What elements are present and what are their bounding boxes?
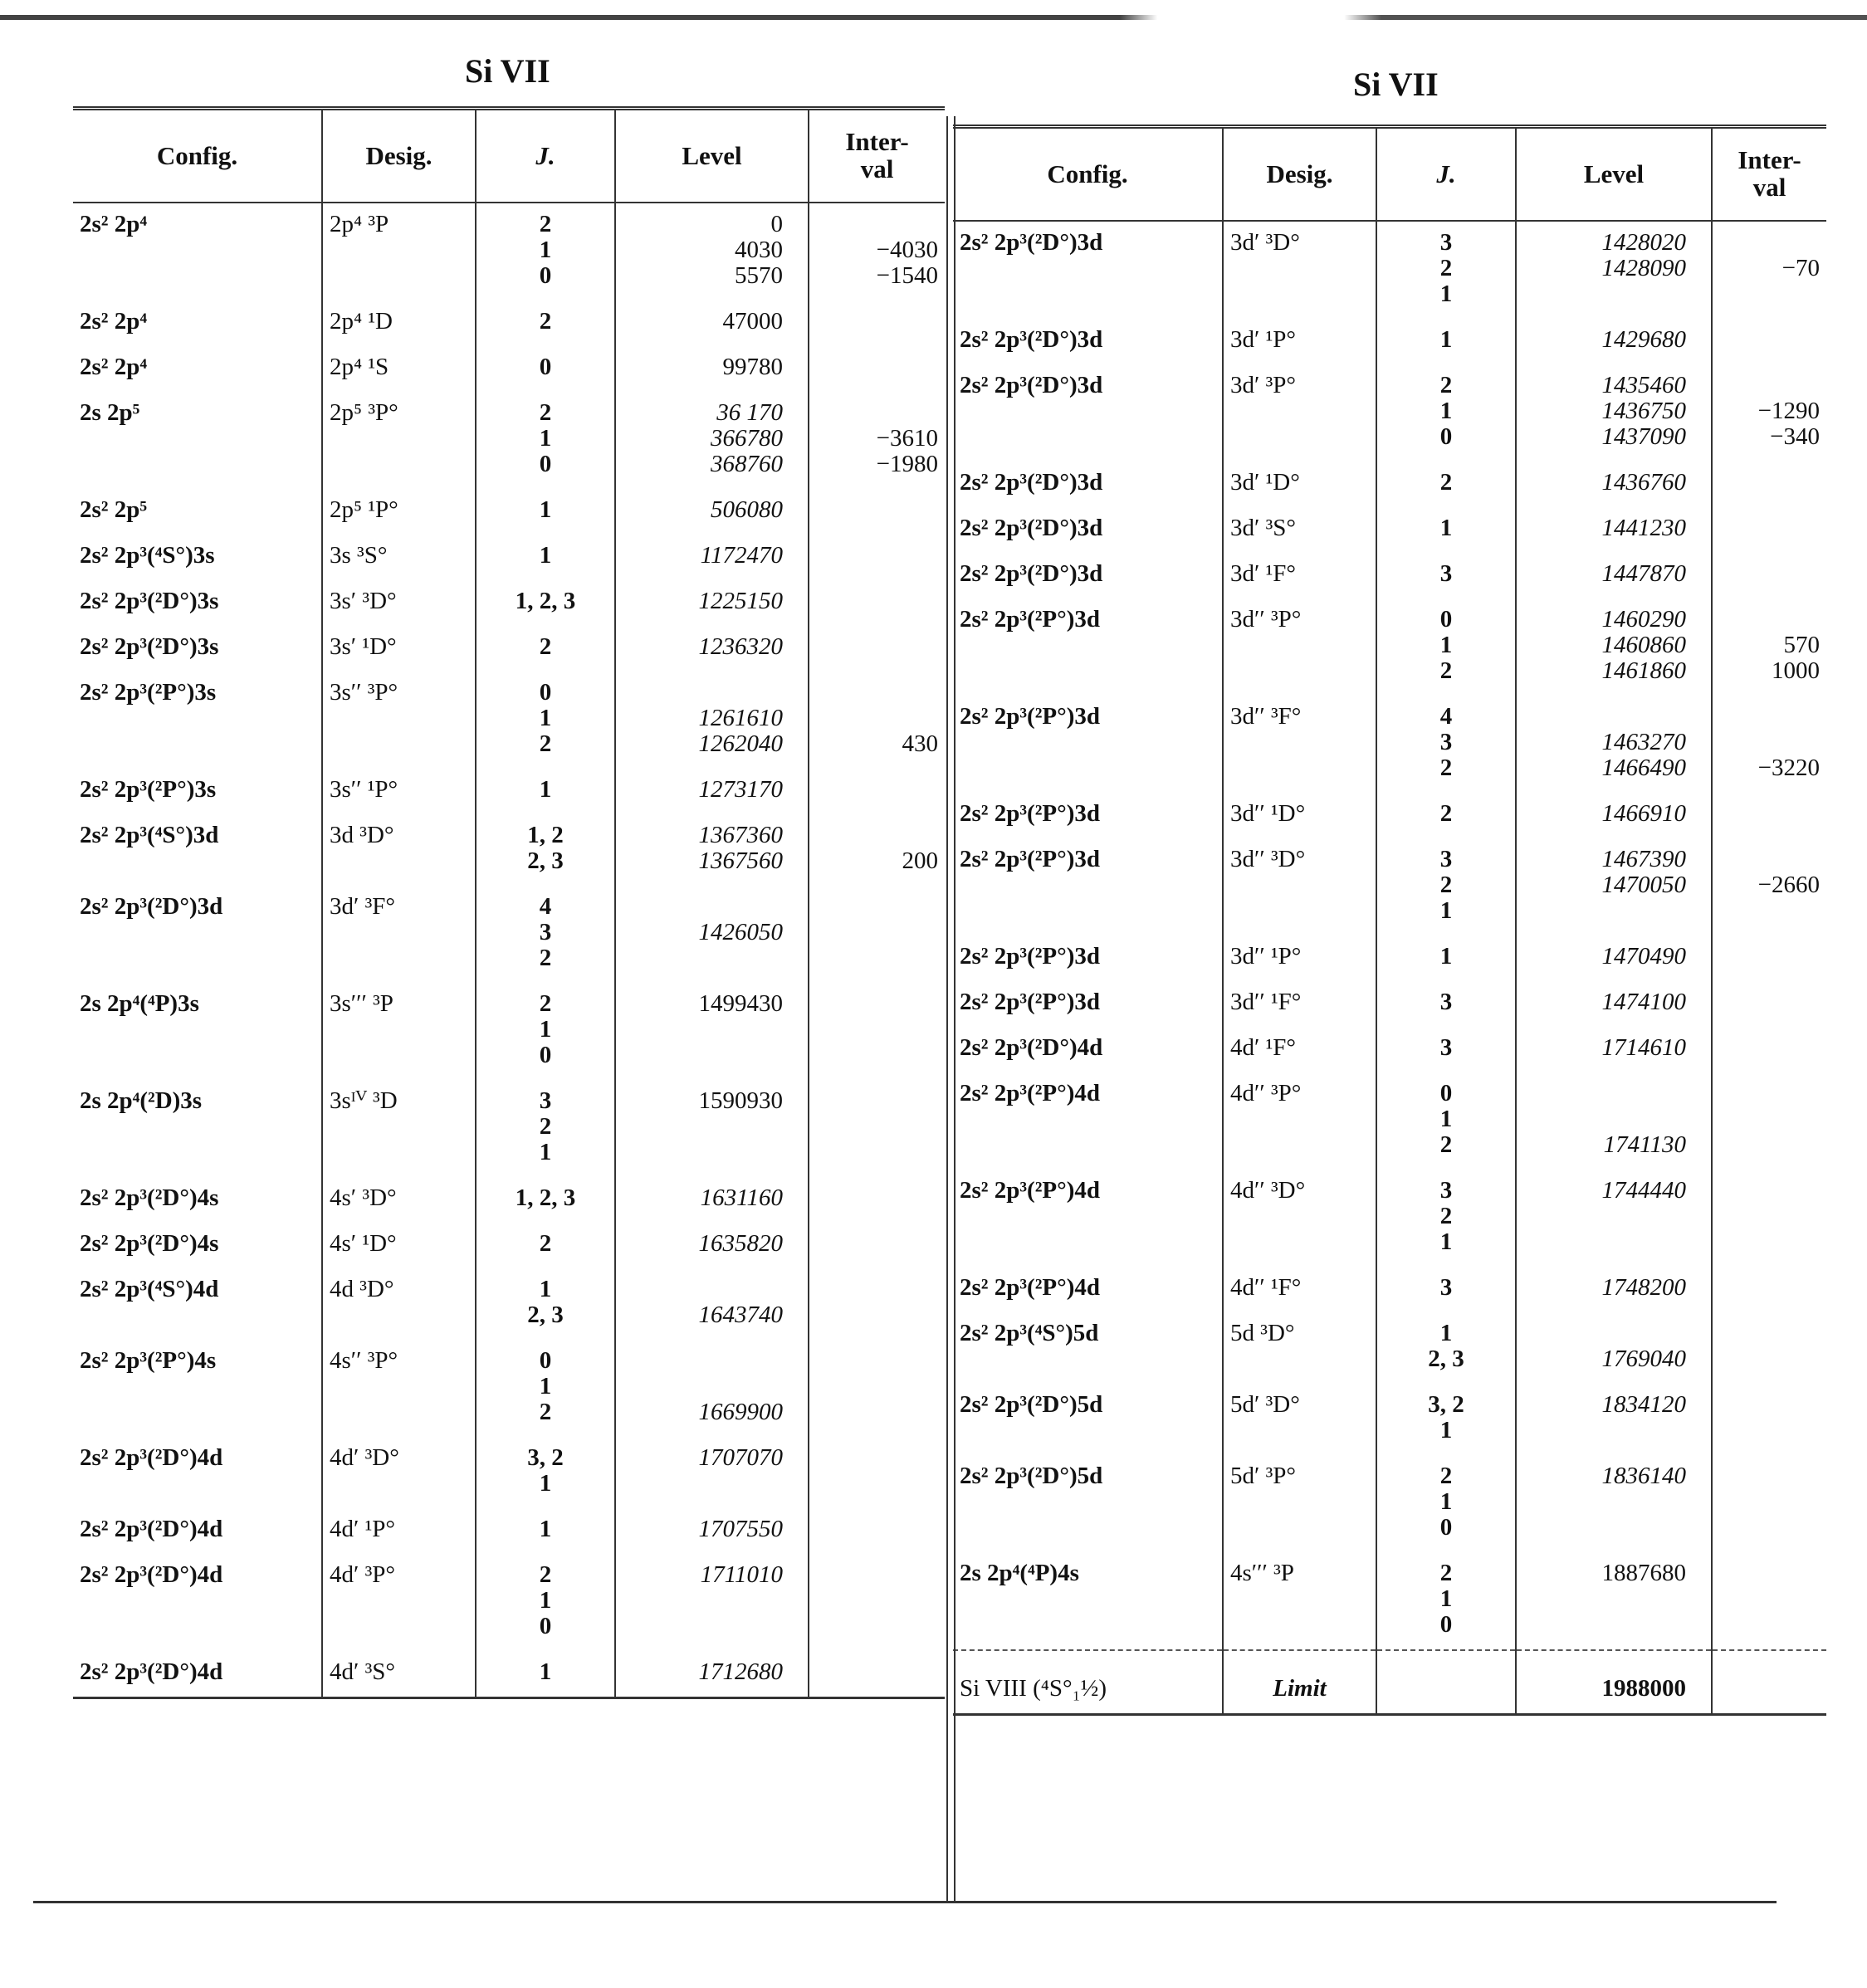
config-cell: 2s² 2p³(²D°)3d	[960, 560, 1103, 587]
level-cell: 1273170	[615, 769, 809, 814]
table-row	[953, 838, 1826, 935]
designation-cell: 3s ³S°	[322, 535, 476, 580]
designation-cell: 3s′′ ³P°	[322, 672, 476, 769]
level-cell: 1435460 1436750 1437090	[1516, 364, 1712, 462]
designation-cell: 5d′ ³P°	[1223, 1455, 1376, 1552]
config-cell: 2s² 2p³(⁴S°)5d	[960, 1320, 1099, 1346]
interval-cell	[1712, 462, 1826, 507]
designation-cell: 4s′′′ ³P	[1223, 1552, 1376, 1650]
interval-cell	[1712, 1552, 1826, 1650]
config-cell: 2s² 2p³(²P°)4d	[960, 1080, 1101, 1106]
table-row	[953, 1072, 1826, 1170]
j-value-cell: 1, 2, 3	[476, 580, 615, 626]
interval-cell: 430	[809, 672, 945, 769]
j-value-cell: 1	[476, 535, 615, 580]
j-value-cell: 3 2 1	[1376, 1170, 1516, 1267]
config-cell: 2s² 2p³(²D°)3d	[960, 229, 1103, 256]
j-value-cell: 3, 2 1	[476, 1437, 615, 1508]
interval-cell: −3220	[1712, 696, 1826, 793]
level-cell: 1714610	[1516, 1027, 1712, 1072]
limit-level: 1988000	[1516, 1650, 1712, 1715]
table-row	[953, 1384, 1826, 1455]
level-cell: 506080	[615, 489, 809, 535]
level-cell: 1474100	[1516, 981, 1712, 1027]
table-row	[73, 392, 945, 489]
j-value-cell: 1	[1376, 935, 1516, 981]
j-value-cell: 2 1 0	[476, 983, 615, 1080]
page-bottom-rule	[33, 1901, 1777, 1903]
level-cell: 1225150	[615, 580, 809, 626]
config-cell: 2s² 2p³(²P°)3d	[960, 800, 1101, 827]
level-cell: 1236320	[615, 626, 809, 672]
table-row	[953, 221, 1826, 319]
j-value-cell: 1	[476, 1508, 615, 1554]
j-value-cell: 1	[1376, 507, 1516, 553]
j-value-cell: 2	[476, 1223, 615, 1268]
level-cell: 1741130	[1516, 1072, 1712, 1170]
designation-cell: 3s′′′ ³P	[322, 983, 476, 1080]
interval-cell	[1712, 1384, 1826, 1455]
right-table-title: Si VII	[1353, 66, 1439, 103]
config-cell: 2s² 2p⁴	[80, 308, 148, 335]
config-cell: 2s² 2p³(²P°)4d	[960, 1177, 1101, 1204]
interval-cell	[1712, 1072, 1826, 1170]
limit-term: Limit	[1223, 1650, 1376, 1715]
level-cell: 1711010	[615, 1554, 809, 1651]
designation-cell: 2p⁵ ³P°	[322, 392, 476, 489]
table-row	[953, 598, 1826, 696]
table-row	[73, 672, 945, 769]
interval-cell	[1712, 981, 1826, 1027]
table-row	[953, 1170, 1826, 1267]
level-cell: 1643740	[615, 1268, 809, 1340]
config-cell: 2s 2p⁵	[80, 399, 140, 426]
designation-cell: 3s′ ¹D°	[322, 626, 476, 672]
j-value-cell: 1, 2, 3	[476, 1177, 615, 1223]
interval-cell: 570 1000	[1712, 598, 1826, 696]
table-row	[73, 1268, 945, 1340]
config-cell: 2s 2p⁴(²D)3s	[80, 1087, 203, 1114]
designation-cell: 4d′ ³P°	[322, 1554, 476, 1651]
table-row	[953, 364, 1826, 462]
interval-cell	[1712, 1455, 1826, 1552]
j-value-cell: 3, 2 1	[1376, 1384, 1516, 1455]
j-value-cell: 1	[1376, 319, 1516, 364]
level-cell: 1635820	[615, 1223, 809, 1268]
interval-cell	[809, 346, 945, 392]
config-cell: 2s² 2p³(²D°)4d	[80, 1444, 223, 1471]
level-cell: 1367360 1367560	[615, 814, 809, 886]
designation-cell: 3d′ ³P°	[1223, 364, 1376, 462]
panel-divider-double-rule	[946, 116, 955, 1901]
designation-cell: 4d′′ ¹F°	[1223, 1267, 1376, 1312]
designation-cell: 2p⁴ ¹S	[322, 346, 476, 392]
designation-cell: 2p⁴ ³P	[322, 203, 476, 300]
designation-cell: 3d′ ¹F°	[1223, 553, 1376, 598]
table-row	[73, 983, 945, 1080]
level-cell: 1769040	[1516, 1312, 1712, 1384]
level-cell: 1463270 1466490	[1516, 696, 1712, 793]
table-row	[953, 1552, 1826, 1650]
level-cell: 1887680	[1516, 1552, 1712, 1650]
level-cell: 0 4030 5570	[615, 203, 809, 300]
designation-cell: 4s′ ³D°	[322, 1177, 476, 1223]
j-value-cell: 2	[1376, 462, 1516, 507]
config-cell: 2s 2p⁴(⁴P)4s	[960, 1560, 1079, 1586]
table-row	[953, 1267, 1826, 1312]
config-cell: 2s² 2p³(²D°)4d	[960, 1034, 1103, 1061]
level-cell: 1834120	[1516, 1384, 1712, 1455]
interval-cell	[809, 1177, 945, 1223]
interval-cell: −4030 −1540	[809, 203, 945, 300]
interval-cell: −2660	[1712, 838, 1826, 935]
config-cell: 2s² 2p³(²D°)3d	[960, 515, 1103, 541]
level-cell: 1748200	[1516, 1267, 1712, 1312]
j-value-cell: 1 2, 3	[1376, 1312, 1516, 1384]
header-level: Level	[615, 110, 809, 203]
designation-cell: 3sᴵⱽ ³D	[322, 1080, 476, 1177]
designation-cell: 4d′ ³S°	[322, 1651, 476, 1698]
interval-cell	[1712, 793, 1826, 838]
j-value-cell: 1, 2 2, 3	[476, 814, 615, 886]
interval-cell	[809, 626, 945, 672]
designation-cell: 3d′ ³D°	[1223, 221, 1376, 319]
designation-cell: 3d′′ ¹D°	[1223, 793, 1376, 838]
config-cell: 2s² 2p³(⁴S°)3s	[80, 542, 215, 569]
config-cell: 2s² 2p³(²P°)3d	[960, 989, 1101, 1015]
table-row	[953, 1455, 1826, 1552]
level-cell: 1429680	[1516, 319, 1712, 364]
designation-cell: 3d′′ ³F°	[1223, 696, 1376, 793]
level-cell: 1707550	[615, 1508, 809, 1554]
table-row	[73, 203, 945, 300]
interval-cell	[809, 1437, 945, 1508]
table-row	[73, 1554, 945, 1651]
level-cell: 1466910	[1516, 793, 1712, 838]
config-cell: 2s² 2p³(²P°)3s	[80, 776, 217, 803]
interval-cell	[809, 1080, 945, 1177]
limit-interval	[1712, 1650, 1826, 1715]
left-table-body	[73, 203, 945, 1698]
limit-j	[1376, 1650, 1516, 1715]
config-cell: 2s² 2p³(²P°)3d	[960, 703, 1101, 730]
table-row	[953, 319, 1826, 364]
config-cell: 2s² 2p³(²D°)3d	[960, 372, 1103, 398]
level-cell: 1836140	[1516, 1455, 1712, 1552]
designation-cell: 3d ³D°	[322, 814, 476, 886]
designation-cell: 4d′ ¹F°	[1223, 1027, 1376, 1072]
designation-cell: 3d′ ¹P°	[1223, 319, 1376, 364]
j-value-cell: 3 2 1	[1376, 838, 1516, 935]
right-table-body	[953, 221, 1826, 1650]
designation-cell: 3s′ ³D°	[322, 580, 476, 626]
level-cell: 1436760	[1516, 462, 1712, 507]
level-cell: 1460290 1460860 1461860	[1516, 598, 1712, 696]
interval-cell: −1290 −340	[1712, 364, 1826, 462]
config-cell: 2s² 2p³(²P°)4s	[80, 1347, 217, 1374]
designation-cell: 3d′′ ¹F°	[1223, 981, 1376, 1027]
header-interval: Inter- val	[1712, 129, 1826, 221]
config-cell: 2s² 2p³(⁴S°)4d	[80, 1276, 219, 1302]
interval-cell	[1712, 319, 1826, 364]
table-row	[73, 886, 945, 983]
table-row	[73, 346, 945, 392]
designation-cell: 4d′ ¹P°	[322, 1508, 476, 1554]
designation-cell: 2p⁴ ¹D	[322, 300, 476, 346]
table-row	[73, 1080, 945, 1177]
table-row	[73, 1340, 945, 1437]
table-row	[73, 1177, 945, 1223]
table-row	[953, 1312, 1826, 1384]
interval-cell	[809, 535, 945, 580]
config-cell: 2s² 2p³(²P°)3d	[960, 846, 1101, 872]
j-value-cell: 0 1 2	[1376, 598, 1516, 696]
config-cell: 2s² 2p⁵	[80, 496, 148, 523]
j-value-cell: 0 1 2	[476, 1340, 615, 1437]
interval-cell: −3610 −1980	[809, 392, 945, 489]
j-value-cell: 2	[1376, 793, 1516, 838]
interval-cell	[809, 769, 945, 814]
j-value-cell: 1 2, 3	[476, 1268, 615, 1340]
interval-cell	[809, 489, 945, 535]
limit-config: Si VIII (⁴S°₁½)	[953, 1650, 1223, 1715]
j-value-cell: 2	[476, 300, 615, 346]
j-value-cell: 2 1 0	[1376, 1455, 1516, 1552]
table-row	[73, 535, 945, 580]
page-top-rule	[0, 15, 1867, 20]
level-cell: 1441230	[1516, 507, 1712, 553]
level-cell: 1470490	[1516, 935, 1712, 981]
config-cell: 2s² 2p³(²D°)3d	[960, 326, 1103, 353]
j-value-cell: 1	[476, 1651, 615, 1698]
right-header-row	[953, 129, 1826, 221]
designation-cell: 5d ³D°	[1223, 1312, 1376, 1384]
config-cell: 2s² 2p³(²D°)5d	[960, 1391, 1103, 1418]
level-cell: 1426050	[615, 886, 809, 983]
config-cell: 2s² 2p³(²D°)3d	[80, 893, 223, 920]
level-cell: 1261610 1262040	[615, 672, 809, 769]
config-cell: 2s² 2p³(²D°)4d	[80, 1561, 223, 1588]
j-value-cell: 3	[1376, 553, 1516, 598]
config-cell: 2s² 2p³(²D°)5d	[960, 1463, 1103, 1489]
j-value-cell: 0 1 2	[476, 672, 615, 769]
level-cell: 1712680	[615, 1651, 809, 1698]
j-value-cell: 3 2 1	[476, 1080, 615, 1177]
interval-cell	[1712, 1267, 1826, 1312]
table-row	[953, 462, 1826, 507]
config-cell: 2s² 2p³(²P°)3d	[960, 943, 1101, 970]
designation-cell: 4s′′ ³P°	[322, 1340, 476, 1437]
table-row	[953, 1027, 1826, 1072]
level-cell: 1590930	[615, 1080, 809, 1177]
config-cell: 2s² 2p⁴	[80, 354, 148, 380]
interval-cell	[809, 983, 945, 1080]
table-row	[953, 507, 1826, 553]
table-row	[953, 935, 1826, 981]
config-cell: 2s² 2p³(⁴S°)3d	[80, 822, 219, 848]
j-value-cell: 1	[476, 769, 615, 814]
j-value-cell: 3 2 1	[1376, 221, 1516, 319]
header-interval: Inter- val	[809, 110, 945, 203]
level-cell: 1631160	[615, 1177, 809, 1223]
interval-cell	[809, 1268, 945, 1340]
table-row	[73, 1651, 945, 1698]
table-row	[73, 769, 945, 814]
table-row	[73, 1437, 945, 1508]
designation-cell: 3d′ ³S°	[1223, 507, 1376, 553]
designation-cell: 2p⁵ ¹P°	[322, 489, 476, 535]
interval-cell	[809, 886, 945, 983]
level-cell: 36 170 366780 368760	[615, 392, 809, 489]
interval-cell	[809, 1651, 945, 1698]
interval-cell: 200	[809, 814, 945, 886]
level-cell: 1447870	[1516, 553, 1712, 598]
designation-cell: 3d′ ³F°	[322, 886, 476, 983]
config-cell: 2s² 2p³(²D°)4d	[80, 1516, 223, 1542]
header-config: Config.	[73, 110, 322, 203]
j-value-cell: 3	[1376, 1027, 1516, 1072]
header-desig: Desig.	[322, 110, 476, 203]
left-energy-level-table	[73, 106, 945, 1699]
j-value-cell: 3	[1376, 981, 1516, 1027]
config-cell: 2s² 2p³(²D°)4s	[80, 1230, 219, 1257]
right-energy-level-table	[953, 125, 1826, 1716]
designation-cell: 5d′ ³D°	[1223, 1384, 1376, 1455]
level-cell: 1669900	[615, 1340, 809, 1437]
config-cell: 2s² 2p³(²D°)3s	[80, 633, 219, 660]
table-row	[953, 981, 1826, 1027]
config-cell: 2s² 2p³(²D°)4d	[73, 1651, 322, 1698]
interval-cell	[1712, 1027, 1826, 1072]
config-cell: 2s² 2p³(²D°)3s	[80, 588, 219, 614]
left-header-row	[73, 110, 945, 203]
j-value-cell: 2 1 0	[1376, 1552, 1516, 1650]
header-j: J.	[1376, 129, 1516, 221]
interval-cell	[1712, 935, 1826, 981]
designation-cell: 3d′′ ³D°	[1223, 838, 1376, 935]
config-cell: 2s² 2p³(²D°)3d	[960, 469, 1103, 496]
table-row	[73, 1223, 945, 1268]
level-cell: 1707070	[615, 1437, 809, 1508]
interval-cell	[809, 1223, 945, 1268]
left-table-title: Si VII	[465, 52, 550, 90]
interval-cell	[1712, 507, 1826, 553]
table-row	[73, 626, 945, 672]
interval-cell	[809, 580, 945, 626]
j-value-cell: 2 1 0	[476, 203, 615, 300]
level-cell: 1428020 1428090	[1516, 221, 1712, 319]
level-cell: 1499430	[615, 983, 809, 1080]
table-row	[73, 300, 945, 346]
j-value-cell: 4 3 2	[1376, 696, 1516, 793]
table-row	[73, 489, 945, 535]
designation-cell: 3d′ ¹D°	[1223, 462, 1376, 507]
designation-cell: 3d′′ ¹P°	[1223, 935, 1376, 981]
level-cell: 99780	[615, 346, 809, 392]
header-j: J.	[476, 110, 615, 203]
header-level: Level	[1516, 129, 1712, 221]
level-cell: 47000	[615, 300, 809, 346]
j-value-cell: 2	[476, 626, 615, 672]
designation-cell: 4d′ ³D°	[322, 1437, 476, 1508]
interval-cell	[809, 1508, 945, 1554]
header-config: Config.	[953, 129, 1223, 221]
interval-cell	[1712, 1170, 1826, 1267]
interval-cell	[809, 300, 945, 346]
table-row	[953, 793, 1826, 838]
config-cell: 2s² 2p³(²P°)4d	[960, 1274, 1101, 1301]
interval-cell	[809, 1340, 945, 1437]
j-value-cell: 0	[476, 346, 615, 392]
level-cell: 1172470	[615, 535, 809, 580]
designation-cell: 4s′ ¹D°	[322, 1223, 476, 1268]
interval-cell: −70	[1712, 221, 1826, 319]
config-cell: 2s 2p⁴(⁴P)3s	[80, 990, 199, 1017]
config-cell: 2s² 2p⁴	[80, 211, 148, 237]
j-value-cell: 0 1 2	[1376, 1072, 1516, 1170]
table-row	[73, 1508, 945, 1554]
header-desig: Desig.	[1223, 129, 1376, 221]
table-row	[73, 580, 945, 626]
j-value-cell: 1	[476, 489, 615, 535]
j-value-cell: 4 3 2	[476, 886, 615, 983]
table-row	[953, 553, 1826, 598]
level-cell: 1467390 1470050	[1516, 838, 1712, 935]
designation-cell: 4d′′ ³P°	[1223, 1072, 1376, 1170]
j-value-cell: 3	[1376, 1267, 1516, 1312]
j-value-cell: 2 1 0	[476, 392, 615, 489]
interval-cell	[1712, 553, 1826, 598]
config-cell: 2s² 2p³(²P°)3d	[960, 606, 1101, 633]
interval-cell	[1712, 1312, 1826, 1384]
config-cell: 2s² 2p³(²P°)3s	[80, 679, 217, 706]
limit-row	[953, 1650, 1826, 1715]
j-value-cell: 2 1 0	[1376, 364, 1516, 462]
table-row	[73, 814, 945, 886]
config-cell: 2s² 2p³(²D°)4s	[80, 1184, 219, 1211]
designation-cell: 4d ³D°	[322, 1268, 476, 1340]
j-value-cell: 2 1 0	[476, 1554, 615, 1651]
interval-cell	[809, 1554, 945, 1651]
designation-cell: 4d′′ ³D°	[1223, 1170, 1376, 1267]
designation-cell: 3d′′ ³P°	[1223, 598, 1376, 696]
level-cell: 1744440	[1516, 1170, 1712, 1267]
table-row	[953, 696, 1826, 793]
designation-cell: 3s′′ ¹P°	[322, 769, 476, 814]
